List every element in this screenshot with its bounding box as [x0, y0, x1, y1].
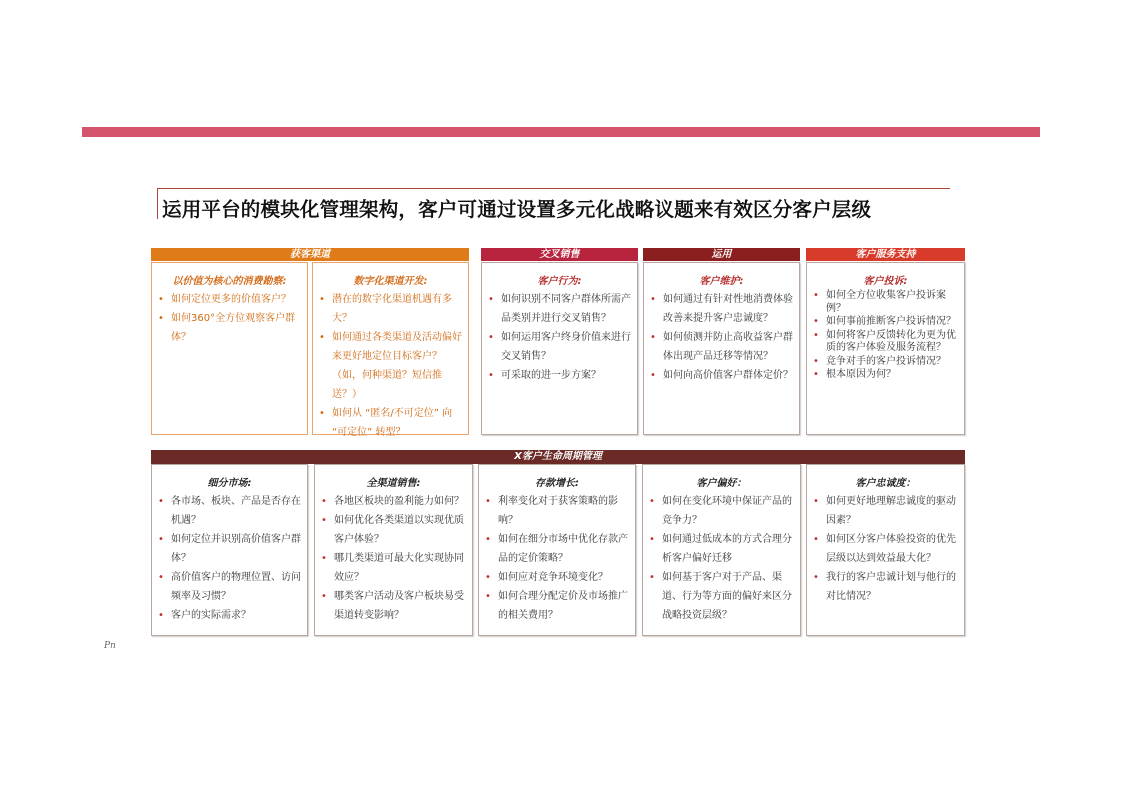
item-list: [152, 290, 307, 347]
list-item: • 如何识别不同客户群体所需产品类别并进行交叉销售？: [488, 294, 631, 324]
list-item: • 根本原因为何？: [813, 369, 896, 380]
list-item: • 利率变化对于获客策略的影响？: [485, 496, 618, 526]
header-operation: 运用: [643, 248, 800, 261]
list-item: • 哪类客户活动及客户板块易受渠道转变影响？: [321, 591, 464, 621]
list-item: • 各地区板块的盈利能力如何？: [321, 496, 464, 507]
item-list: [315, 492, 472, 625]
list-item: • 潜在的数字化渠道机遇有多大？: [319, 294, 452, 324]
list-item: • 如何应对竞争环境变化？: [485, 572, 608, 583]
list-item: • 如何在变化环境中保证产品的竞争力？: [649, 496, 792, 526]
list-item: • 如何从 “匿名/不可定位” 向 “可定位” 转型？: [319, 408, 453, 438]
list-item: • 如何更好地理解忠诚度的驱动因素？: [813, 496, 956, 526]
list-item: • 如何通过低成本的方式合理分析客户偏好迁移: [649, 534, 792, 564]
list-item: • 如何全方位收集客户投诉案例？: [813, 290, 946, 314]
item-list: [479, 492, 635, 625]
list-item: • 如何定位更多的价值客户？: [158, 294, 291, 305]
page-title: 运用平台的模块化管理架构，客户可通过设置多元化战略议题来有效区分客户层级: [162, 198, 872, 221]
list-item: • 如何通过各类渠道及活动偏好来更好地定位目标客户？（如，何种渠道？短信推送？）: [319, 332, 462, 400]
card-subtitle: 全渠道销售:: [366, 478, 421, 489]
list-item: • 高价值客户的物理位置、访问频率及习惯？: [158, 572, 301, 602]
list-item: • 如何运用客户终身价值来进行交叉销售？: [488, 332, 631, 362]
card-subtitle: 客户行为:: [537, 276, 582, 287]
card-customer-behavior: [481, 262, 638, 435]
card-customer-preference: [642, 464, 801, 636]
list-item: • 各市场、板块、产品是否存在机遇？: [158, 496, 301, 526]
card-subtitle: 客户偏好：: [696, 478, 747, 489]
card-subtitle: 以价值为核心的消费勘察:: [172, 276, 287, 287]
card-customer-retention: [643, 262, 800, 435]
item-list: [807, 492, 964, 606]
card-subtitle: 客户投诉:: [863, 276, 908, 287]
list-item: • 如何定位并识别高价值客户群体？: [158, 534, 301, 564]
list-item: • 竞争对手的客户投诉情况？: [813, 355, 946, 367]
list-item: • 哪几类渠道可最大化实现协同效应？: [321, 553, 464, 583]
item-list: [807, 290, 964, 382]
card-market-segmentation: [151, 464, 308, 636]
list-item: • 如何向高价值客户群体定价？: [650, 370, 793, 381]
card-digital-channel: [312, 262, 469, 438]
item-list: [152, 492, 307, 625]
list-item: • 如何优化各类渠道以实现优质客户体验？: [321, 515, 464, 545]
card-customer-complaints: [806, 262, 965, 435]
item-list: [482, 290, 637, 385]
card-subtitle: 客户忠诚度：: [855, 478, 916, 489]
header-cross-selling: 交叉销售: [481, 248, 638, 261]
list-item: • 如何区分客户体验投资的优先层级以达到效益最大化？: [813, 534, 956, 564]
card-subtitle: 客户维护:: [699, 276, 744, 287]
card-omnichannel-sales: [314, 464, 473, 636]
header-lifecycle-management: X客户生命周期管理: [151, 450, 965, 464]
list-item: • 客户的实际需求？: [158, 610, 251, 621]
list-item: • 如何将客户反馈转化为更为优质的客户体验及服务流程？: [813, 329, 956, 353]
header-acquisition: 获客渠道: [151, 248, 469, 261]
card-subtitle: 数字化渠道开发:: [353, 276, 428, 287]
card-customer-loyalty: [806, 464, 965, 636]
item-list: [643, 492, 800, 625]
list-item: • 我行的客户忠诚计划与他行的对比情况？: [813, 572, 956, 602]
list-item: • 如何事前推断客户投诉情况？: [813, 316, 956, 327]
list-item: • 如何合理分配定价及市场推广的相关费用？: [485, 591, 628, 621]
list-item: • 如何在细分市场中优化存款产品的定价策略？: [485, 534, 628, 564]
list-item: • 如何通过有针对性地消费体验改善来提升客户忠诚度？: [650, 294, 793, 324]
item-list: [644, 290, 799, 385]
accent-bar: [82, 127, 1040, 137]
list-item: • 如何基于客户对于产品、渠道、行为等方面的偏好来区分战略投资层级？: [649, 572, 792, 621]
item-list: [313, 290, 468, 442]
card-value-survey: [151, 262, 308, 435]
card-deposit-growth: [478, 464, 636, 636]
list-item: • 如何360°全方位观察客户群体？: [158, 313, 296, 343]
card-subtitle: 细分市场:: [207, 478, 252, 489]
list-item: • 如何侦测并防止高收益客户群体出现产品迁移等情况？: [650, 332, 793, 362]
footer-mark: Pn: [104, 641, 116, 651]
header-customer-service: 客户服务支持: [806, 248, 965, 261]
list-item: • 可采取的进一步方案？: [488, 370, 601, 381]
card-subtitle: 存款增长:: [535, 478, 579, 489]
